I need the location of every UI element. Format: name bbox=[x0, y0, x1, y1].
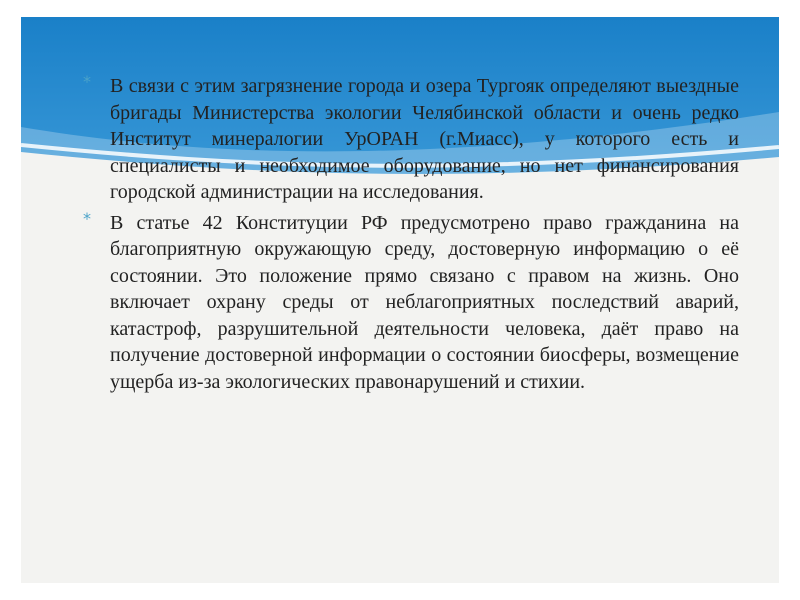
bullet-star-icon: * bbox=[83, 208, 91, 228]
bullet-item bbox=[83, 210, 739, 396]
bullet-text: В статье 42 Конституции РФ предусмотрено право гражданина на благоприятную окружающую среду, достоверную информацию о её состоянии. Это положение прямо связано с правом на жизнь. Оно включает охрану среды от неблагоприятных последствий аварий, катастроф, разрушительной деятельности человека, даёт право на получение достоверной информации о состоянии биосферы, возмещение ущерба из-за экологических правонарушений и стихии. bbox=[110, 211, 739, 393]
slide bbox=[21, 17, 779, 583]
bullet-item bbox=[83, 73, 739, 206]
bullet-star-icon: * bbox=[83, 72, 91, 91]
slide-content bbox=[83, 73, 739, 399]
bullet-text: В связи с этим загрязнение города и озера Тургояк определяют выездные бригады Министерства экологии Челябинской области и очень редко Институт минералогии УрОРАН (г.Миасс), у которого есть и специалисты и необходимое оборудование, но нет финансирования городской администрации на исследования. bbox=[110, 75, 739, 203]
